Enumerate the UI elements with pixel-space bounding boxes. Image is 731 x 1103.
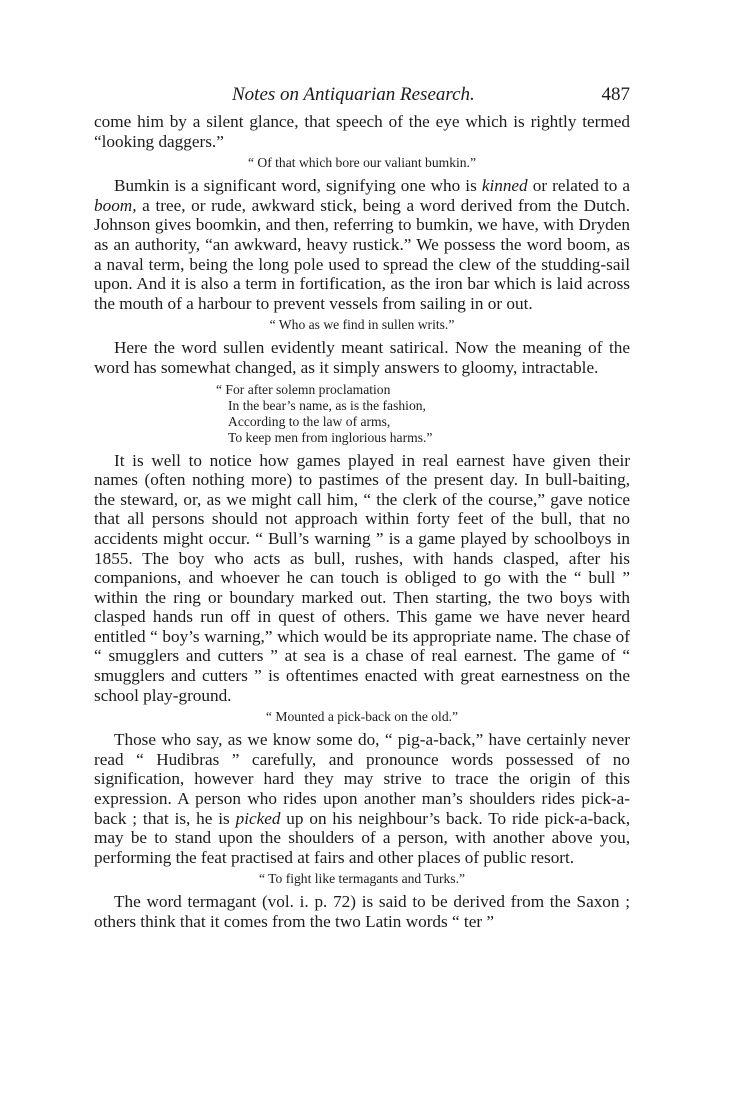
paragraph-text: The word termagant (vol. i. p. 72) is said to be derived from the Saxon ; others think that it comes from the two Latin words “ ter ” bbox=[94, 892, 630, 931]
paragraph-text: a tree, or rude, awkward stick, being a word derived from the Dutch. Johnson gives boomkin, and then, referring to bumkin, we have, with Dryden as an authority, “an awkward, heavy rustick.” We possess the word boom, as a naval term, being the long pole used to spread the clew of the studding-sail upon. And it is also a term in fortification, as the iron bar which is laid across the mouth of a harbour to prevent vessels from sailing in or out. bbox=[94, 195, 630, 313]
verse-line: To keep men from inglorious harms.” bbox=[228, 429, 433, 445]
italic-term: picked bbox=[235, 808, 281, 828]
page-number: 487 bbox=[601, 84, 630, 105]
paragraph bbox=[94, 730, 630, 867]
quotation-line: “ Of that which bore our valiant bumkin.” bbox=[247, 155, 476, 171]
paragraph bbox=[94, 176, 630, 313]
paragraph-text: Those who say, as we know some do, “ pig-a-back,” have certainly never read “ Hudibras ” carefully, and pronounce words possessed of no signification, however hard they may strive to trace the origin of this expression. A person who rides upon another man’s shoulders rides pick-a-back ; that is, he is bbox=[94, 730, 630, 828]
quotation-line: “ To fight like termagants and Turks.” bbox=[258, 871, 466, 887]
hudibras-quotation bbox=[94, 709, 630, 725]
paragraph-text: Here the word sullen evidently meant satirical. Now the meaning of the word has somewhat changed, as it simply answers to gloomy, intractable. bbox=[94, 338, 630, 377]
paragraph-text: It is well to notice how games played in real earnest have given their names (often nothing more) to pastimes of the present day. In bull-baiting, the steward, or, as we might call him, “ the clerk of the course,” gave notice that all persons should not approach within forty feet of the bull, that no accidents might occur. “ Bull’s warning ” is a game played by schoolboys in 1855. The boy who acts as bull, rushes, with hands clasped, after his companions, and whoever he can touch is obliged to go with the “ bull ” within the ring or boundary marked out. Then starting, the two boys with clasped hands run off in quest of others. This game we have never heard entitled “ boy’s warning,” which would be its appropriate name. The chase of “ smugglers and cutters ” at sea is a chase of real earnest. The game of “ smugglers and cutters ” is oftentimes enacted with great earnestness on the school play-ground. bbox=[94, 450, 630, 705]
paragraph bbox=[94, 451, 630, 706]
verse-line: In the bear’s name, as is the fashion, bbox=[228, 397, 426, 413]
verse-line: “ For after solemn proclamation bbox=[216, 381, 391, 397]
paragraph-text: come him by a silent glance, that speech of the eye which is rightly termed “looking daggers.” bbox=[94, 112, 630, 151]
quotation-line: “ Who as we find in sullen writs.” bbox=[269, 317, 455, 333]
italic-term: kinned bbox=[481, 176, 528, 196]
italic-term: boom, bbox=[94, 195, 137, 215]
paragraph bbox=[94, 338, 630, 377]
page-body bbox=[94, 112, 630, 932]
hudibras-quotation bbox=[94, 155, 630, 171]
hudibras-quotation bbox=[94, 871, 630, 887]
paragraph-text: or related to a bbox=[527, 176, 630, 196]
paragraph-text: Bumkin is a significant word, signifying one who is bbox=[114, 176, 482, 196]
paragraph-text: up on his neighbour’s back. To ride pick-a-back, may be to stand upon the shoulders of a person, with another above you, performing the feat practised at fairs and other places of public resort. bbox=[94, 808, 630, 867]
verse-quotation bbox=[216, 382, 630, 446]
running-title: Notes on Antiquarian Research. bbox=[232, 84, 475, 105]
paragraph bbox=[94, 112, 630, 151]
paragraph bbox=[94, 892, 630, 931]
running-head bbox=[94, 78, 630, 112]
hudibras-quotation bbox=[94, 317, 630, 333]
quotation-line: “ Mounted a pick-back on the old.” bbox=[265, 709, 459, 725]
verse-line: According to the law of arms, bbox=[228, 413, 391, 429]
book-page bbox=[94, 78, 630, 1088]
